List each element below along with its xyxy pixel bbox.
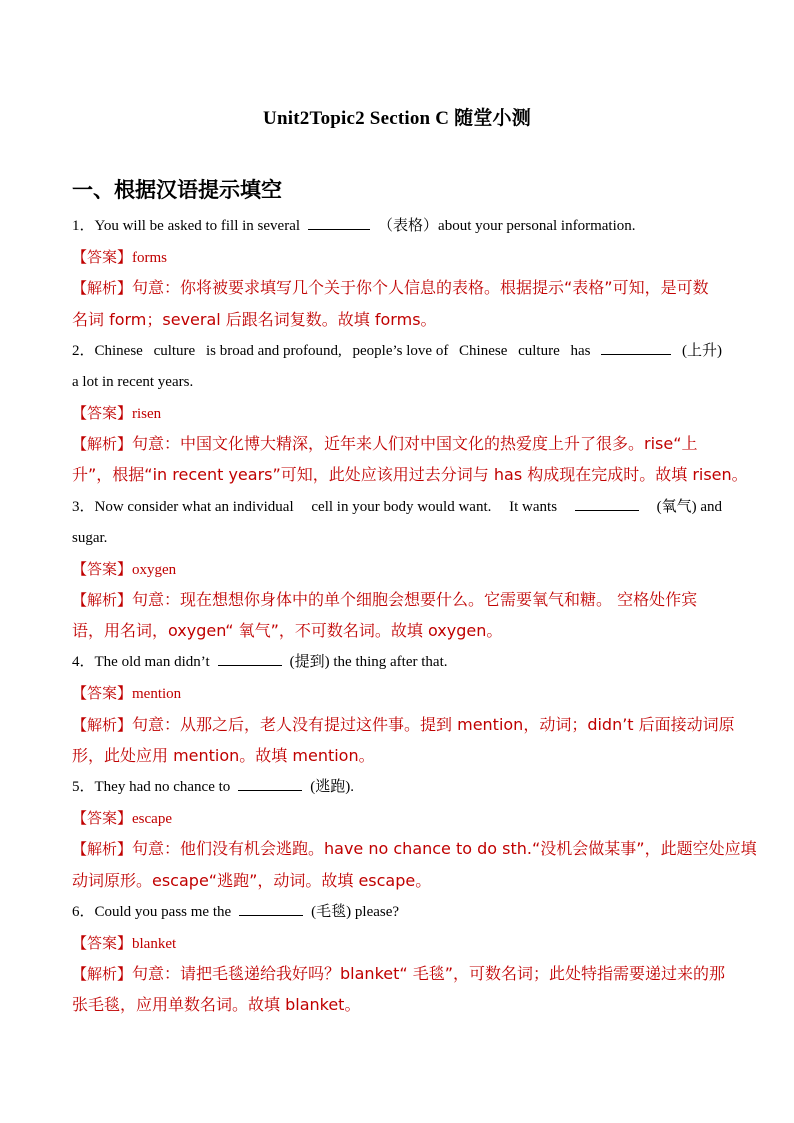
answer-5: 【答案】escape [72,809,172,827]
page-title: Unit2Topic2 Section C 随堂小测 [263,108,531,129]
answer-3: 【答案】oxygen [72,560,177,578]
analysis-4-line2: 形，此处应用 mention。故填 mention。 [72,746,375,765]
analysis-1-line1: 【解析】句意：你将被要求填写几个关于你个人信息的表格。根据提示“表格”可知，是可数 [72,278,709,297]
analysis-6-line1: 【解析】句意：请把毛毯递给我好吗？blanket“ 毛毯”，可数名词；此处特指需要递过来的那 [72,964,726,983]
question-3-line2: sugar. [72,530,108,546]
analysis-5-line2: 动词原形。escape“逃跑”，动词。故填 escape。 [72,871,432,890]
question-2-line1: 2．Chinese culture is broad and profound, people’s love of Chinese culture has (上升) [72,343,722,359]
answer-1: 【答案】forms [72,248,168,266]
question-5: 5．They had no chance to (逃跑). [72,779,355,795]
answer-blank [308,216,370,230]
analysis-6-line2: 张毛毯，应用单数名词。故填 blanket。 [72,995,361,1014]
analysis-5-line1: 【解析】句意：他们没有机会逃跑。have no chance to do sth.“没机会做某事”，此题空处应填 [72,839,757,858]
section-heading: 一、根据汉语提示填空 [72,178,282,202]
answer-2: 【答案】risen [72,404,162,422]
question-6: 6．Could you pass me the (毛毯) please? [72,904,400,920]
analysis-3-line1: 【解析】句意：现在想想你身体中的单个细胞会想要什么。它需要氧气和糖。 空格处作宾 [72,590,698,609]
answer-blank [601,341,671,355]
analysis-1-line2: 名词 form；several 后跟名词复数。故填 forms。 [72,310,437,329]
answer-blank [238,777,302,791]
answer-4: 【答案】mention [72,684,182,702]
answer-6: 【答案】blanket [72,934,177,952]
answer-blank [239,902,303,916]
analysis-4-line1: 【解析】句意：从那之后，老人没有提过这件事。提到 mention，动词；didn’t 后面接动词原 [72,715,735,734]
analysis-2-line2: 升”，根据“in recent years”可知，此处应该用过去分词与 has 构成现在完成时。故填 risen。 [72,465,748,484]
question-2-line2: a lot in recent years. [72,374,194,390]
answer-blank [575,497,639,511]
answer-blank [218,652,282,666]
question-1: 1．You will be asked to fill in several （表格）about your personal information. [72,218,636,234]
question-4: 4．The old man didn’t (提到) the thing after that. [72,654,448,670]
analysis-2-line1: 【解析】句意：中国文化博大精深，近年来人们对中国文化的热爱度上升了很多。rise“上 [72,434,698,453]
analysis-3-line2: 语，用名词，oxygen“ 氧气”，不可数名词。故填 oxygen。 [72,621,503,640]
question-3-line1: 3．Now consider what an individual cell in your body would want. It wants (氧气) and [72,499,722,515]
